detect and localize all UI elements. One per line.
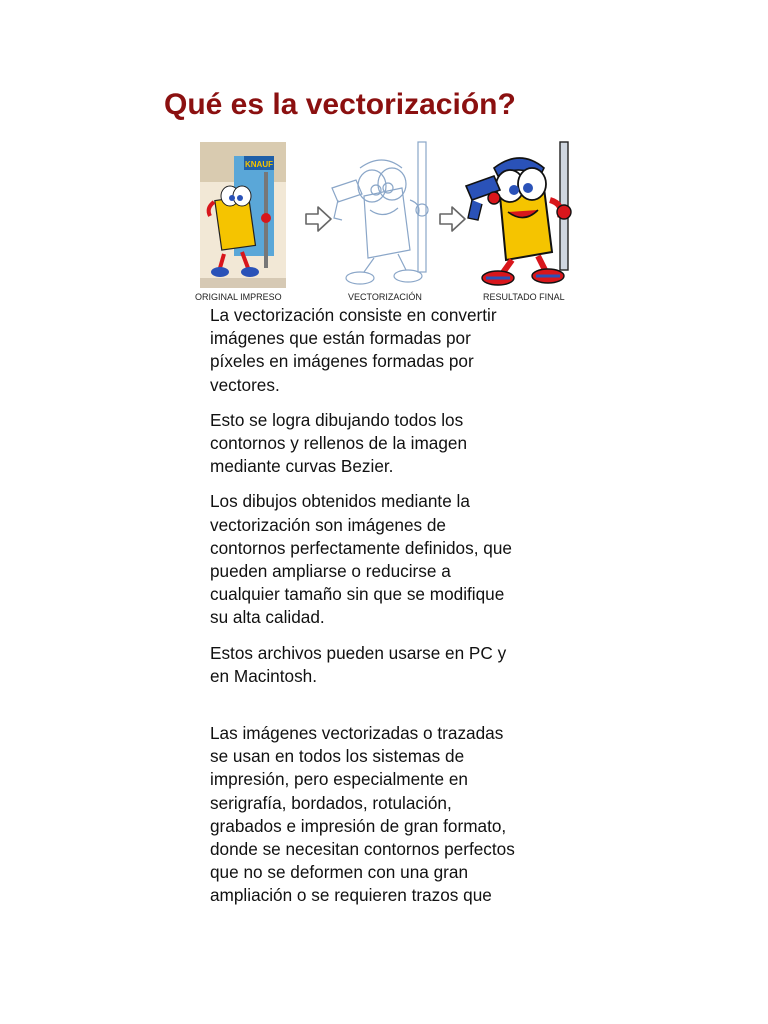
body-text xyxy=(210,304,570,920)
caption-final-result: RESULTADO FINAL xyxy=(483,292,565,302)
caption-original: ORIGINAL IMPRESO xyxy=(195,292,282,302)
mascot-line-art-illustration xyxy=(324,140,434,288)
mascot-color-illustration xyxy=(460,140,580,288)
caption-vectorization: VECTORIZACIÓN xyxy=(348,292,422,302)
paragraph-quality: Los dibujos obtenidos mediante la vectorización son imágenes de contornos perfectamente definidos, que pueden ampliarse o reducirse a cualquier tamaño sin que se modifique su alta calidad. xyxy=(210,491,512,628)
vectorization-figure xyxy=(192,140,580,308)
page-title: Qué es la vectorización? xyxy=(164,88,516,121)
panel-logo-text: KNAUF xyxy=(245,160,273,169)
paragraph-uses: Las imágenes vectorizadas o trazadas se usan en todos los sistemas de impresión, pero especialmente en serigrafía, bordados, rotulación, grabados e impresión de gran formato, donde se necesitan contornos perfectos que no se deformen con una gran ampliación o se requieren trazos que xyxy=(210,723,515,906)
paragraph-definition: La vectorización consiste en convertir imágenes que están formadas por píxeles en imágenes formadas por vectores. xyxy=(210,305,497,395)
paragraph-bezier: Esto se logra dibujando todos los contornos y rellenos de la imagen mediante curvas Bezier. xyxy=(210,409,468,477)
paragraph-platforms: Estos archivos pueden usarse en PC y en Macintosh. xyxy=(210,642,507,686)
mascot-photo-illustration xyxy=(200,142,286,288)
